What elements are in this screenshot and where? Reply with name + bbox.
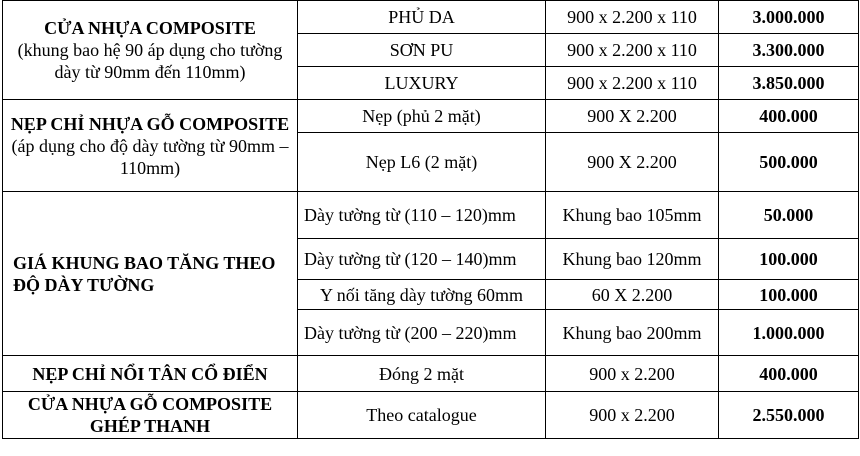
- category-cell: [3, 100, 298, 192]
- price-cell: 3.850.000: [719, 67, 859, 100]
- size-cell: Khung bao 120mm: [546, 239, 719, 280]
- price-cell: 400.000: [719, 356, 859, 392]
- price-cell: 2.550.000: [719, 392, 859, 439]
- category-cell: [3, 192, 298, 356]
- category-cell: [3, 356, 298, 392]
- category-note: (khung bao hệ 90 áp dụng cho tường dày từ 90mm đến 110mm): [17, 40, 283, 82]
- price-cell: 3.000.000: [719, 1, 859, 34]
- size-cell: 900 x 2.200 x 110: [546, 34, 719, 67]
- size-cell: 900 X 2.200: [546, 100, 719, 133]
- category-title: CỬA NHỰA COMPOSITE: [44, 18, 256, 38]
- price-cell: 100.000: [719, 239, 859, 280]
- price-cell: 50.000: [719, 192, 859, 239]
- price-cell: 500.000: [719, 133, 859, 192]
- category-cell: [3, 1, 298, 100]
- table-row: [3, 100, 859, 133]
- size-cell: 60 X 2.200: [546, 280, 719, 310]
- size-cell: 900 x 2.200: [546, 356, 719, 392]
- item-cell: Dày tường từ (120 – 140)mm: [298, 239, 546, 280]
- category-note: (áp dụng cho độ dày tường từ 90mm – 110mm): [11, 135, 289, 178]
- item-cell: Nẹp (phủ 2 mặt): [298, 100, 546, 133]
- item-cell: Y nối tăng dày tường 60mm: [298, 280, 546, 310]
- item-cell: Nẹp L6 (2 mặt): [298, 133, 546, 192]
- price-table: [2, 0, 859, 439]
- category-cell: [3, 392, 298, 439]
- table-row: [3, 356, 859, 392]
- category-title: GIÁ KHUNG BAO TĂNG THEO ĐỘ DÀY TƯỜNG: [13, 252, 276, 295]
- item-cell: PHỦ DA: [298, 1, 546, 34]
- price-cell: 1.000.000: [719, 310, 859, 356]
- price-cell: 100.000: [719, 280, 859, 310]
- category-title: NẸP CHỈ NHỰA GỖ COMPOSITE: [10, 113, 290, 134]
- item-cell: Dày tường từ (200 – 220)mm: [298, 310, 546, 356]
- size-cell: 900 x 2.200 x 110: [546, 67, 719, 100]
- price-cell: 3.300.000: [719, 34, 859, 67]
- size-cell: 900 X 2.200: [546, 133, 719, 192]
- item-cell: Đóng 2 mặt: [298, 356, 546, 392]
- size-cell: Khung bao 105mm: [546, 192, 719, 239]
- price-cell: 400.000: [719, 100, 859, 133]
- item-cell: Dày tường từ (110 – 120)mm: [298, 192, 546, 239]
- category-title: CỬA NHỰA GỖ COMPOSITE GHÉP THANH: [27, 394, 273, 436]
- size-cell: 900 x 2.200: [546, 392, 719, 439]
- category-title: NẸP CHỈ NỔI TÂN CỔ ĐIỂN: [32, 363, 268, 384]
- item-cell: Theo catalogue: [298, 392, 546, 439]
- table-row: [3, 192, 859, 239]
- size-cell: 900 x 2.200 x 110: [546, 1, 719, 34]
- table-row: [3, 392, 859, 439]
- size-cell: Khung bao 200mm: [546, 310, 719, 356]
- table-row: [3, 1, 859, 34]
- item-cell: LUXURY: [298, 67, 546, 100]
- item-cell: SƠN PU: [298, 34, 546, 67]
